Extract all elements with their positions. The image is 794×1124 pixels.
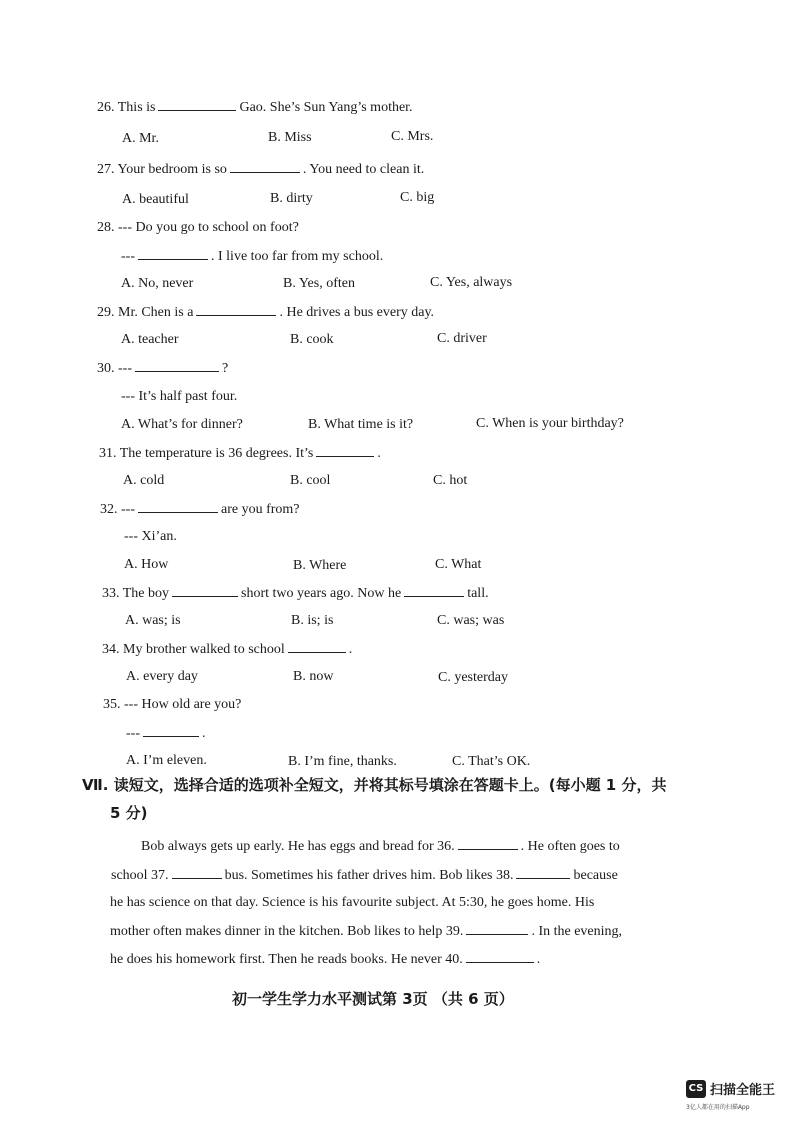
q30-option-b: B. What time is it? [308,417,414,432]
answer-blank [404,584,464,597]
answer-blank [466,950,534,963]
q35-option-c: C. That’s OK. [452,754,531,769]
section-heading-cont: 5 分) [110,804,148,822]
answer-blank [458,837,518,850]
answer-blank [230,160,300,173]
passage-line-5: he does his homework first. Then he reads books. He never 40. . [110,952,541,967]
q28-option-b: B. Yes, often [283,276,355,291]
answer-blank [288,640,346,653]
passage-line-2: school 37. bus. Sometimes his father drives him. Bob likes 38. because [111,868,618,883]
section-heading: Ⅶ. 读短文，选择合适的选项补全短文，并将其标号填涂在答题卡上。(每小题 1 分，共 [82,776,667,794]
watermark-name: 扫描全能王 [710,1083,776,1098]
q33-stem: 33. The boy short two years ago. Now he tall. [102,586,489,601]
q27-option-b: B. dirty [270,191,313,206]
q29-option-c: C. driver [437,331,487,346]
q31-option-a: A. cold [123,473,165,488]
passage-line-1: Bob always gets up early. He has eggs and bread for 36. . He often goes to [141,839,620,854]
q31-option-b: B. cool [290,473,331,488]
q27-option-c: C. big [400,190,435,205]
q26-option-c: C. Mrs. [391,129,434,144]
answer-blank [158,98,236,111]
passage-line-4: mother often makes dinner in the kitchen. Bob likes to help 39. . In the evening, [110,924,623,939]
q34-stem: 34. My brother walked to school . [102,642,353,657]
camscanner-logo-icon: CS [686,1080,706,1098]
q32-reply: --- Xi’an. [124,529,177,544]
answer-blank [138,500,218,513]
q27-stem: 27. Your bedroom is so . You need to clean it. [97,162,425,177]
q35-stem: 35. --- How old are you? [103,697,242,712]
q30-stem: 30. --- ? [97,361,229,376]
q31-option-c: C. hot [433,473,468,488]
q34-option-a: A. every day [126,669,198,684]
answer-blank [516,866,570,879]
q28-option-a: A. No, never [121,276,194,291]
answer-blank [196,303,276,316]
answer-blank [143,724,199,737]
scanner-watermark [686,1078,786,1114]
q31-stem: 31. The temperature is 36 degrees. It’s . [99,446,381,461]
answer-blank [172,866,222,879]
q32-stem: 32. --- are you from? [100,502,300,517]
q26-stem: 26. This is Gao. She’s Sun Yang’s mother. [97,100,413,115]
answer-blank [135,359,219,372]
q34-option-c: C. yesterday [438,670,508,685]
q35-reply: --- . [126,726,206,741]
answer-blank [466,922,528,935]
watermark-subtitle: 3亿人都在用的扫描App [686,1104,750,1111]
q28-stem: 28. --- Do you go to school on foot? [97,220,299,235]
q26-option-a: A. Mr. [122,131,159,146]
q32-option-b: B. Where [293,558,347,573]
q33-option-a: A. was; is [125,613,181,628]
q32-option-c: C. What [435,557,482,572]
q35-option-b: B. I’m fine, thanks. [288,754,397,769]
answer-blank [172,584,238,597]
answer-blank [138,247,208,260]
q29-stem: 29. Mr. Chen is a . He drives a bus every day. [97,305,435,320]
q29-option-b: B. cook [290,332,334,347]
passage-line-3: he has science on that day. Science is his favourite subject. At 5:30, he goes home. His [110,895,595,910]
q30-option-a: A. What’s for dinner? [121,417,243,432]
q28-reply: --- . I live too far from my school. [121,249,384,264]
q33-option-b: B. is; is [291,613,334,628]
q35-option-a: A. I’m eleven. [126,753,207,768]
q32-option-a: A. How [124,557,169,572]
q30-option-c: C. When is your birthday? [476,416,624,431]
q28-option-c: C. Yes, always [430,275,513,290]
q33-option-c: C. was; was [437,613,505,628]
answer-blank [316,444,374,457]
q27-option-a: A. beautiful [122,192,189,207]
q30-reply: --- It’s half past four. [121,389,238,404]
q26-option-b: B. Miss [268,130,312,145]
q29-option-a: A. teacher [121,332,179,347]
page-footer: 初一学生学力水平测试第 3页 （共 6 页） [232,990,514,1008]
q34-option-b: B. now [293,669,334,684]
